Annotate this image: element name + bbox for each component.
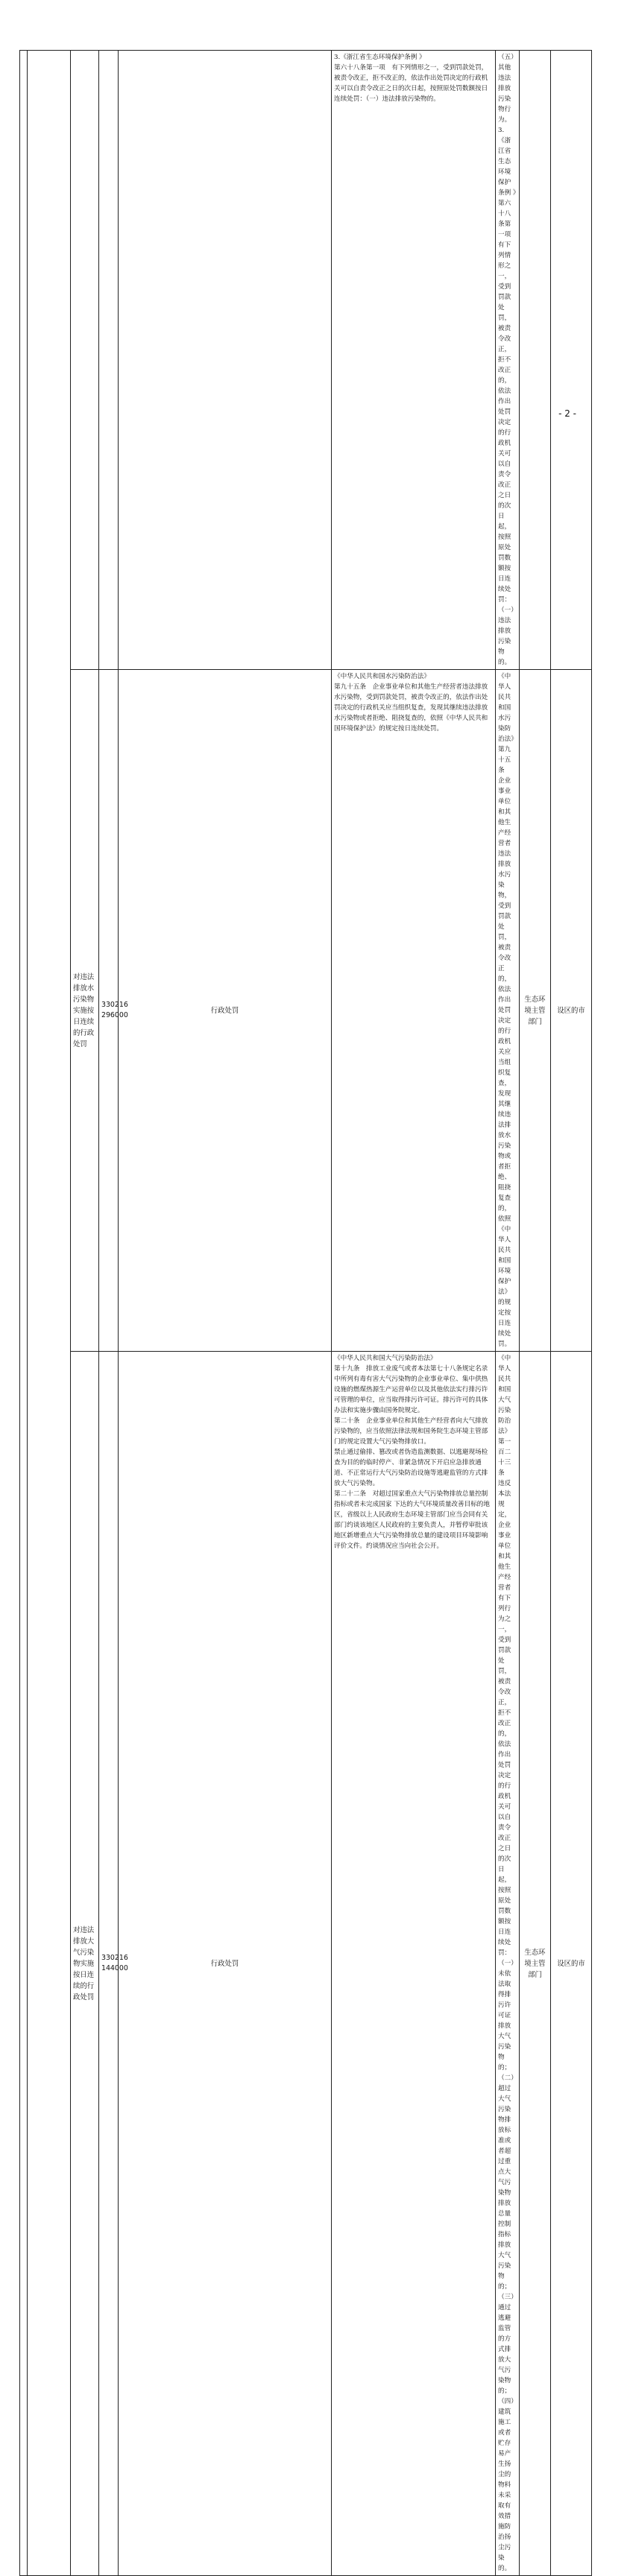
penalty-content-paragraph: 3.《浙江省生态环境保护条例 》 (498, 127, 520, 197)
penalty-content (496, 51, 520, 670)
penalty-content-paragraph: （三）通过逃避监管的方式排放大气污染物的； (498, 2294, 514, 2395)
legal-basis-paragraph: 3.《浙江省生态环境保护条例 》 (334, 54, 426, 61)
item-code: 330216 144000 (99, 1352, 119, 2576)
enforcement-table (19, 50, 592, 2576)
penalty-content-paragraph: （四）建筑施工或者贮存易产生扬尘的物料未采取有效措施防治扬尘污染的。 (498, 2398, 514, 2572)
legal-basis-paragraph: 第二十二条 对超过国家重点大气污染物排放总量控制指标或者未完成国家 下达的大气环境质量改善目标的地区，省级以上人民政府生态环境主管部门应当会同有关部门约谈该地区人民政府的主要负责人，并暂停审批该地区新增重点大气污染物排放总量的建设项目环境影响评价文件。约谈情况应当向社会公开。 (334, 1490, 490, 1550)
legal-basis-paragraph: 《中华人民共和国大气污染防治法》 (334, 1355, 437, 1362)
table-row (20, 670, 592, 1352)
jurisdiction-level (551, 51, 592, 670)
legal-basis-paragraph: 第六十八条第一项 有下列情形之一，受到罚款处罚，被责令改正，拒不改正的，依法作出处罚决定的行政机关可以自责令改正之日的次日起，按照原处罚数额按日连续处罚：（一）违法排放污染物的。 (334, 64, 488, 103)
item-code (99, 51, 119, 670)
legal-basis-paragraph: 第十九条 排放工业废气或者本法第七十八条规定名录中所列有毒有害大气污染物的企业事业单位、集中供热设施的燃煤热源生产运营单位以及其他依法实行排污许可管理的单位，应当取得排污许可证。排污许可的具体办法和实施步骤由国务院规定。 (334, 1365, 488, 1414)
legal-basis-paragraph: 第九十五条 企业事业单位和其他生产经营者违法排放水污染物，受到罚款处罚，被责令改正的，依法作出处罚决定的行政机关应当组织复查，发现其继续违法排放水污染物或者拒绝、阻挠复查的，依照《中华人民共和国环境保护法》的规定按日连续处罚。 (334, 683, 488, 732)
table-row (20, 51, 592, 670)
table-row (20, 1352, 592, 2576)
legal-basis-paragraph: 禁止通过偷排、篡改或者伪造监测数据、以逃避现场检查为目的的临时停产、非紧急情况下开启应急排放通道、不正常运行大气污染防治设施等逃避监管的方式排放大气污染物。 (334, 1449, 488, 1487)
item-name: 对违法排放大气污染物实施按日连续的行政处罚 (71, 1352, 99, 2576)
item-name (71, 51, 99, 670)
legal-basis (332, 1352, 496, 2576)
penalty-content-paragraph: 《中华人民共和国水污染防治法》 (498, 673, 517, 743)
penalty-content (496, 1352, 520, 2576)
penalty-content-paragraph: 第一百二十三条 违反本法规定，企业事业单位和其他生产经营者有下列行为之一，受到罚款处罚，被责令改正，拒不改正的，依法作出处罚决定的行政机关可以自责令改正之日的次日起，按照原处罚数额按日连续处罚： (498, 1438, 511, 1957)
item-type: 行政处罚 (119, 670, 332, 1352)
penalty-content (496, 670, 520, 1352)
penalty-content-paragraph: （二）超过大气污染物排放标准或者超过重点大气污染物排放总量控制指标排放大气污染物的； (498, 2075, 514, 2291)
jurisdiction-level: 设区的市 (551, 1352, 592, 2576)
responsible-dept (520, 51, 551, 670)
responsible-dept: 生态环境主管部门 (520, 1352, 551, 2576)
item-name: 对违法排放水污染物实施按日连续的行政处罚 (71, 670, 99, 1352)
page-number: - 2 - (558, 408, 576, 419)
penalty-content-paragraph: 第六十八条第一项 有下列情形之一，受到罚款处罚，被责令改正，拒不改正的，依法作出处罚决定的行政机关可以自责令改正之日的次日起，按照原处罚数额按日连续处罚：（一）违法排放污染物的。 (498, 200, 517, 666)
penalty-content-paragraph: （五）其他违法排放污染物行为。 (498, 54, 514, 124)
legal-basis-paragraph: 第二十条 企业事业单位和其他生产经营者向大气排放污染物的，应当依照法律法规和国务院生态环境主管部门的规定设置大气污染物排放口。 (334, 1417, 488, 1446)
penalty-content-paragraph: 第九十五条 企业事业单位和其他生产经营者违法排放水污染物，受到罚款处罚，被责令改正的，依法作出处罚决定的行政机关应当组织复查，发现其继续违法排放水污染物或者拒绝、阻挠复查的，依照《中华人民共和国环境保护法》的规定按日连续处罚。 (498, 746, 511, 1348)
jurisdiction-level: 设区的市 (551, 670, 592, 1352)
legal-basis (332, 51, 496, 670)
category-cell (28, 51, 71, 2576)
left-margin-cell (20, 51, 28, 2576)
item-code: 330216 296000 (99, 670, 119, 1352)
legal-basis (332, 670, 496, 1352)
legal-basis-paragraph: 《中华人民共和国水污染防治法》 (334, 673, 430, 680)
penalty-content-paragraph: 《中华人民共和国大气污染防治法》 (498, 1355, 511, 1435)
item-type: 行政处罚 (119, 1352, 332, 2576)
penalty-content-paragraph: （一）未依法取得排污许可证排放大气污染物的； (498, 1960, 514, 2072)
item-type (119, 51, 332, 670)
responsible-dept: 生态环境主管部门 (520, 670, 551, 1352)
